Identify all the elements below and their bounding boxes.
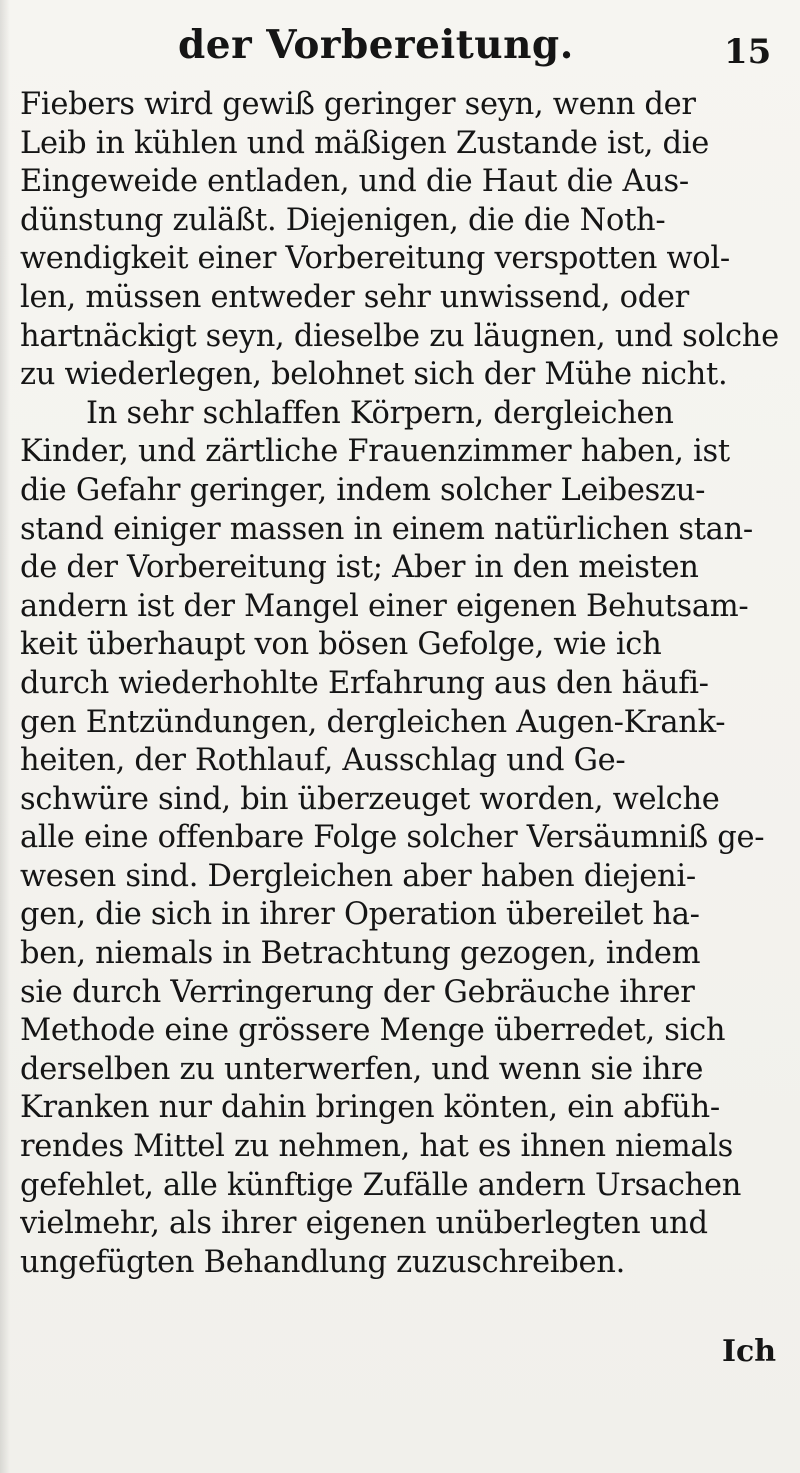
page-number: 15 xyxy=(724,32,772,72)
running-head: der Vorbereitung. xyxy=(178,22,574,68)
text-line: schwüre sind, bin überzeuget worden, welche xyxy=(20,781,720,817)
text-line: dünstung zuläßt. Diejenigen, die die Noth- xyxy=(20,202,666,238)
text-line: heiten, der Rothlauf, Ausschlag und Ge- xyxy=(20,743,626,779)
body-text xyxy=(20,86,792,1282)
page-header xyxy=(0,14,800,70)
text-line: sie durch Verringerung der Gebräuche ihrer xyxy=(20,974,695,1010)
catchword-row xyxy=(0,1334,800,1374)
text-line: Methode eine grössere Menge überredet, sich xyxy=(20,1013,726,1049)
text-line: gen, die sich in ihrer Operation übereilet ha- xyxy=(20,897,700,933)
text-line: de der Vorbereitung ist; Aber in den meisten xyxy=(20,550,699,586)
text-line: ungefügten Behandlung zuzuschreiben. xyxy=(20,1244,625,1280)
text-line: stand einiger massen in einem natürlichen stan- xyxy=(20,511,753,547)
text-line: Kinder, und zärtliche Frauenzimmer haben, ist xyxy=(20,434,730,470)
text-line: len, müssen entweder sehr unwissend, oder xyxy=(20,279,689,315)
text-line: Fiebers wird gewiß geringer seyn, wenn der xyxy=(20,87,696,122)
text-line: Leib in kühlen und mäßigen Zustande ist, die xyxy=(20,125,709,161)
text-line: Kranken nur dahin bringen könten, ein abfüh- xyxy=(20,1090,720,1126)
text-line: alle eine offenbare Folge solcher Versäumniß ge- xyxy=(20,820,765,856)
catchword: Ich xyxy=(722,1334,777,1369)
text-line: vielmehr, als ihrer eigenen unüberlegten und xyxy=(20,1206,708,1242)
gutter-shadow xyxy=(0,0,10,1473)
text-line: rendes Mittel zu nehmen, hat es ihnen niemals xyxy=(20,1129,734,1165)
text-line: keit überhaupt von bösen Gefolge, wie ich xyxy=(20,627,662,663)
text-line: die Gefahr geringer, indem solcher Leibeszu- xyxy=(20,472,706,508)
text-line: durch wiederhohlte Erfahrung aus den häufi- xyxy=(20,665,709,701)
text-line: hartnäckigt seyn, dieselbe zu läugnen, und solche xyxy=(20,318,779,354)
text-line: In sehr schlaffen Körpern, dergleichen xyxy=(86,395,674,431)
text-line: ben, niemals in Betrachtung gezogen, indem xyxy=(20,936,701,972)
text-line: gen Entzündungen, dergleichen Augen-Krank- xyxy=(20,704,726,740)
text-line: wendigkeit einer Vorbereitung verspotten wol- xyxy=(20,241,730,277)
text-line: Eingeweide entladen, und die Haut die Aus- xyxy=(20,164,689,200)
text-line: wesen sind. Dergleichen aber haben diejeni- xyxy=(20,858,696,894)
text-line: gefehlet, alle künftige Zufälle andern Ursachen xyxy=(20,1167,742,1203)
text-line: derselben zu unterwerfen, und wenn sie ihre xyxy=(20,1051,704,1087)
text-line: andern ist der Mangel einer eigenen Behutsam- xyxy=(20,588,749,624)
text-line: zu wiederlegen, belohnet sich der Mühe nicht. xyxy=(20,357,728,393)
